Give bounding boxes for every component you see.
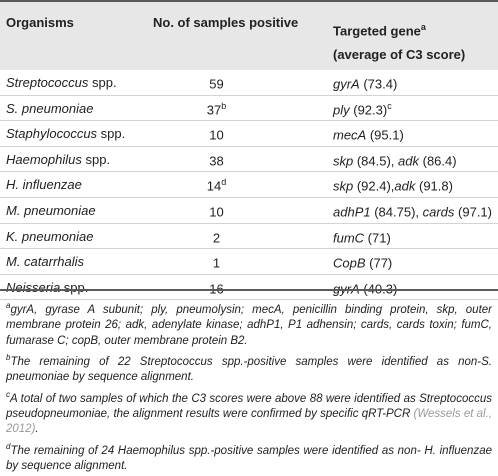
organism-name: S. pneumoniae <box>6 100 94 116</box>
gene-score: (86.4) <box>419 153 457 169</box>
cell-samples-positive <box>153 254 280 270</box>
cell-targeted-gene <box>333 101 392 117</box>
cell-samples-positive <box>153 101 280 117</box>
sample-count-footnote: b <box>221 100 227 111</box>
gene-name: skp <box>333 178 354 194</box>
gene-name: adhP1 <box>333 204 371 220</box>
cell-samples-positive <box>153 229 280 245</box>
gene-name: ply <box>333 101 350 117</box>
footnote-b-text: The remaining of 22 Streptococcus spp.-positive samples were identified as non-S. pneumoniae by sequence alignment. <box>6 355 492 384</box>
table-footnotes <box>6 298 492 475</box>
footnote-b-mark: b <box>6 353 11 363</box>
cell-samples-positive <box>153 152 280 168</box>
gene-name: cards <box>422 204 455 220</box>
sample-count-footnote: d <box>221 177 227 188</box>
table-row <box>0 121 498 147</box>
header-gene-line2: (average of C3 score) <box>333 47 466 63</box>
table-row <box>0 147 498 173</box>
footnote-a-text: gyrA, gyrase A subunit; ply, pneumolysin; mecA, penicillin binding protein, skp, outer membrane protein 26; adk, adenylate kinase; adhP1, P1 adhensin; cards, cards toxin; fumC, fumarase C; copB, outer membrane protein B2. <box>6 303 492 347</box>
gene-score: (91.8) <box>415 178 453 194</box>
organism-name: H. influenzae <box>6 177 82 193</box>
gene-score: (92.3) <box>349 101 388 117</box>
sample-count: 37 <box>206 101 222 117</box>
table-row <box>0 96 498 122</box>
cell-organism <box>6 152 110 167</box>
cell-targeted-gene <box>333 75 397 91</box>
gene-name: adk <box>398 153 419 169</box>
footnote-c-end: . <box>35 423 39 436</box>
footnote-a-mark: a <box>6 301 11 310</box>
gene-score: (73.4) <box>359 76 398 92</box>
organism-suffix: spp. <box>60 279 89 295</box>
footnote-d-text: The remaining of 24 Haemophilus spp.-positive samples were identified as non- H. influenzae by sequence alignment. <box>6 444 492 472</box>
table-row <box>0 198 498 224</box>
header-samples-positive: No. of samples positive <box>153 15 299 30</box>
gene-score: (40.3) <box>359 281 398 297</box>
footnote-a <box>6 298 492 349</box>
cell-samples-positive <box>153 75 280 91</box>
footnote-d-mark: d <box>6 441 11 451</box>
header-targeted-gene <box>333 15 465 67</box>
cell-targeted-gene <box>333 254 392 270</box>
organism-name: Neisseria <box>6 279 61 295</box>
cell-organism <box>6 75 117 90</box>
cell-organism <box>6 177 82 192</box>
gene-name: gyrA <box>333 76 360 92</box>
table-row <box>0 224 498 250</box>
gene-score: (71) <box>364 229 391 245</box>
cell-targeted-gene <box>333 126 404 142</box>
sample-count: 1 <box>212 255 221 271</box>
gene-name: mecA <box>333 127 367 143</box>
sample-count: 10 <box>209 204 224 220</box>
footnote-c-citation[interactable]: (Wessels et al., 2012) <box>6 407 492 436</box>
footnote-c-text: A total of two samples of which the C3 scores were above 88 were identified as Streptococcus pseudopneumoniae, the alignment results were confirmed by specific qRT-PCR <box>6 392 492 420</box>
table-row <box>0 70 498 96</box>
table-row <box>0 275 498 301</box>
table-header <box>0 0 498 70</box>
gene-name: adk <box>394 178 416 194</box>
gene-footnote: c <box>387 100 392 111</box>
cell-targeted-gene <box>333 177 453 193</box>
cell-organism <box>6 101 93 116</box>
gene-score: (97.1) <box>454 204 492 220</box>
sample-count: 38 <box>209 153 224 169</box>
gene-score: (84.75), <box>370 204 423 220</box>
cell-targeted-gene <box>333 280 397 296</box>
sample-count: 2 <box>212 229 221 245</box>
cell-organism <box>6 229 93 244</box>
gene-score: (95.1) <box>366 127 404 143</box>
table-body <box>0 70 498 300</box>
table-row <box>0 172 498 198</box>
gene-name: skp <box>333 153 354 169</box>
organism-name: Staphylococcus <box>6 126 98 142</box>
cell-organism <box>6 203 96 218</box>
cell-targeted-gene <box>333 203 492 219</box>
sample-count: 14 <box>206 178 222 194</box>
table-bottom-rule <box>0 289 498 291</box>
organism-suffix: spp. <box>88 75 117 90</box>
gene-name: fumC <box>333 229 365 245</box>
gene-score: (84.5), <box>353 153 399 169</box>
cell-organism <box>6 126 125 141</box>
sample-count: 10 <box>209 127 224 143</box>
table-row <box>0 249 498 275</box>
header-gene-sup: a <box>420 22 426 32</box>
footnote-c-mark: c <box>6 389 10 399</box>
sample-count: 59 <box>209 76 224 92</box>
cell-organism <box>6 280 88 295</box>
footnote-d <box>6 439 492 475</box>
organism-suffix: spp. <box>81 151 111 167</box>
gene-score: (77) <box>365 255 393 271</box>
gene-name: gyrA <box>333 281 360 297</box>
organism-name: M. catarrhalis <box>6 254 85 270</box>
cell-samples-positive <box>153 280 280 296</box>
organism-suffix: spp. <box>97 126 126 142</box>
organism-name: Haemophilus <box>6 151 82 167</box>
organism-name: Streptococcus <box>6 75 89 90</box>
gene-score: (92.4), <box>353 178 395 194</box>
cell-targeted-gene <box>333 229 391 245</box>
cell-organism <box>6 254 84 269</box>
cell-samples-positive <box>153 126 280 142</box>
cell-samples-positive <box>153 177 280 193</box>
sample-count: 16 <box>209 281 224 297</box>
footnote-b <box>6 350 492 386</box>
organism-name: M. pneumoniae <box>6 202 96 218</box>
organism-name: K. pneumoniae <box>6 228 94 244</box>
gene-name: CopB <box>333 255 366 271</box>
footnote-c <box>6 387 492 438</box>
header-organisms: Organisms <box>6 15 74 30</box>
header-gene-line1: Targeted gene <box>333 23 421 39</box>
cell-samples-positive <box>153 203 280 219</box>
cell-targeted-gene <box>333 152 457 168</box>
